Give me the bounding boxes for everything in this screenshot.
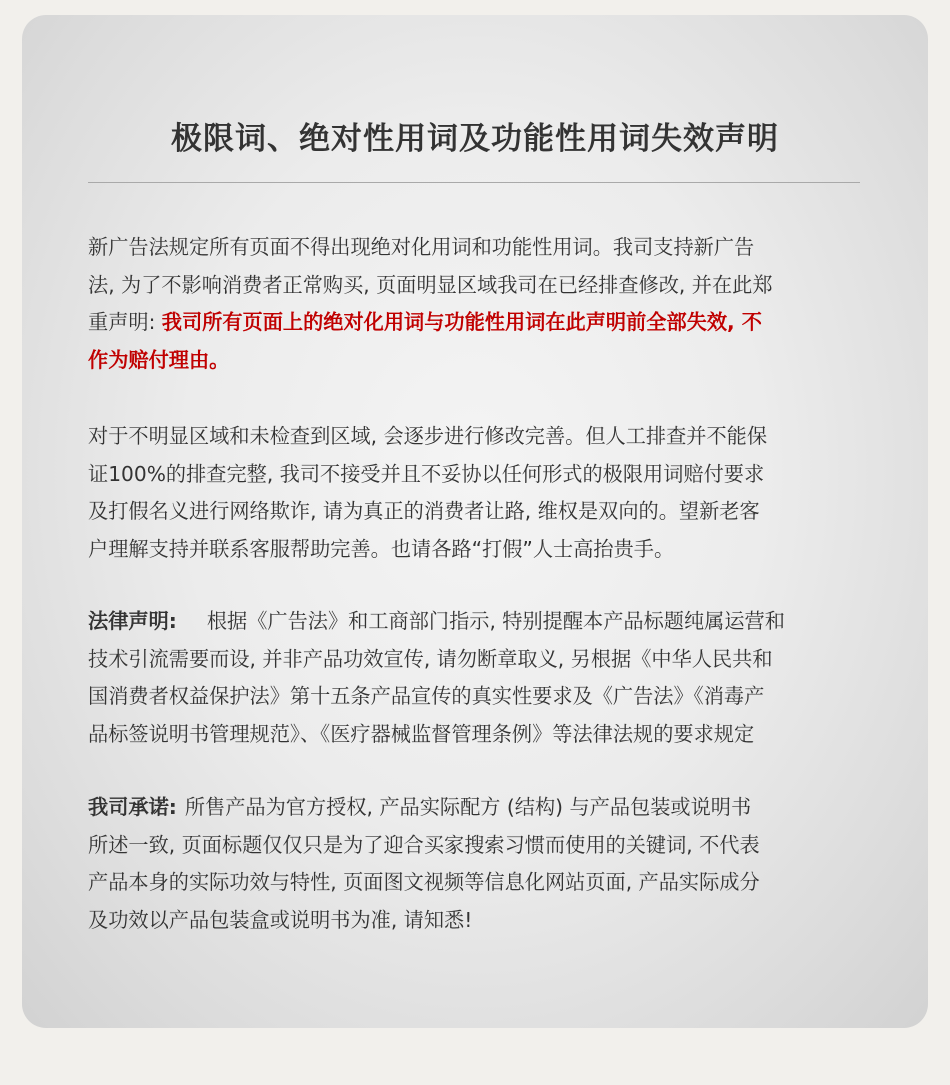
text-line: 对于不明显区域和未检查到区域, 会逐步进行修改完善。但人工排查并不能保 bbox=[88, 424, 768, 448]
text-line: 法, 为了不影响消费者正常购买, 页面明显区域我司在已经排查修改, 并在此郑 bbox=[88, 272, 773, 297]
page-title: 极限词、绝对性用词及功能性用词失效声明 bbox=[171, 121, 779, 157]
paragraph-ad-law bbox=[88, 229, 878, 379]
text-line: 及打假名义进行网络欺诈, 请为真正的消费者让路, 维权是双向的。望新老客 bbox=[88, 499, 760, 523]
paragraph-legal-statement bbox=[88, 603, 878, 753]
text-line: 重声明: bbox=[88, 310, 162, 334]
legal-statement-label: 法律声明: bbox=[88, 609, 177, 633]
red-highlight-text: 我司所有页面上的绝对化用词与功能性用词在此声明前全部失效, 不 bbox=[161, 310, 762, 334]
title-divider bbox=[88, 182, 860, 183]
text-line: 产品本身的实际功效与特性, 页面图文视频等信息化网站页面, 产品实际成分 bbox=[88, 870, 760, 894]
paragraph-commitment bbox=[88, 789, 878, 939]
commitment-label: 我司承诺: bbox=[88, 795, 177, 819]
text-line: 及功效以产品包装盒或说明书为准, 请知悉! bbox=[88, 907, 473, 932]
paragraph-notice bbox=[88, 418, 878, 568]
text-line: 国消费者权益保护法》第十五条产品宣传的真实性要求及《广告法》《消毒产 bbox=[88, 684, 765, 708]
text-line: 根据《广告法》和工商部门指示, 特别提醒本产品标题纯属运营和 bbox=[206, 609, 785, 633]
text-line: 所述一致, 页面标题仅仅只是为了迎合买家搜索习惯而使用的关键词, 不代表 bbox=[88, 832, 760, 857]
text-line: 户理解支持并联系客服帮助完善。也请各路“打假”人士高抬贵手。 bbox=[88, 536, 675, 561]
red-highlight-text: 作为赔付理由。 bbox=[88, 347, 230, 372]
text-line: 所售产品为官方授权, 产品实际配方 (结构) 与产品包装或说明书 bbox=[184, 795, 752, 819]
text-line: 品标签说明书管理规范》、《医疗器械监督管理条例》等法律法规的要求规定 bbox=[88, 721, 755, 746]
text-line: 新广告法规定所有页面不得出现绝对化用词和功能性用词。我司支持新广告 bbox=[88, 235, 755, 259]
text-line: 证100%的排查完整, 我司不接受并且不妥协以任何形式的极限用词赔付要求 bbox=[88, 461, 765, 486]
text-line: 技术引流需要而设, 并非产品功效宣传, 请勿断章取义, 另根据《中华人民共和 bbox=[88, 646, 773, 671]
